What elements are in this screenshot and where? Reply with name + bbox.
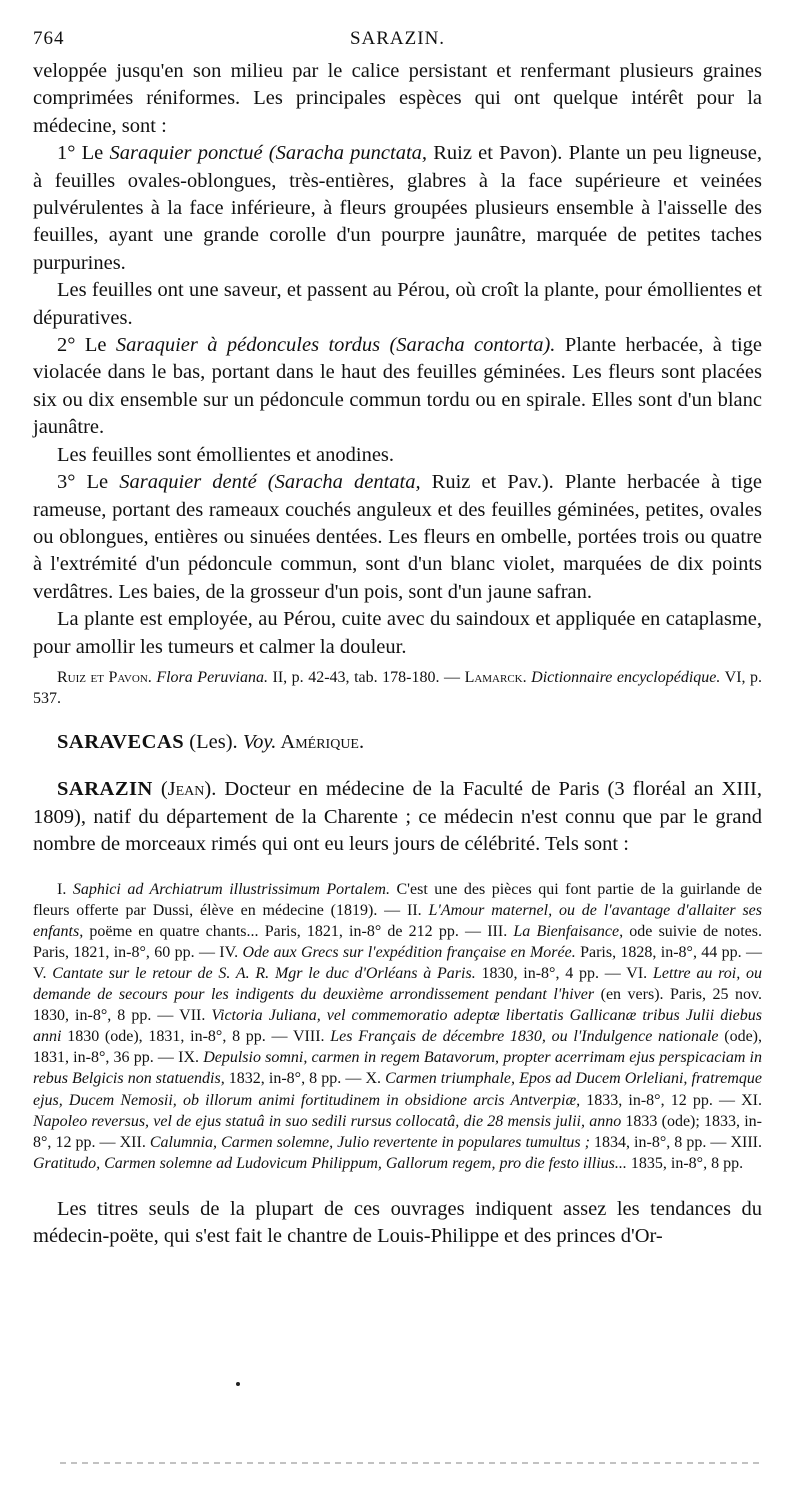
sarazin-closing-paragraph: Les titres seuls de la plupart de ces ouvrages indiquent assez les tendances du médecin-poëte, qui s'est fait le chantre de Louis-Philippe et des princes d'Or- (33, 1197, 762, 1248)
work-title: Napoleo reversus, vel de ejus statuâ in suo sedili rursus collocatâ, die 28 mensis julii, anno (33, 1112, 622, 1130)
work-details: poëme en quatre chants... Paris, 1821, in-8° de 212 pp. — (83, 922, 488, 940)
species-2 (33, 332, 762, 442)
work-details: 1833 (ode); 1833, in-8°, 12 pp. — (33, 1112, 762, 1151)
work-number: IV. (219, 943, 243, 961)
work-number: XIII. (730, 1133, 762, 1151)
ref-work-1: Flora Peruviana. (156, 668, 268, 686)
work-number: XI. (741, 1091, 763, 1109)
work-details: ode suivie de notes. Paris, 1821, in-8°, 60 pp. — (33, 922, 763, 961)
work-number: X. (365, 1070, 386, 1088)
species-1-description: Ruiz et Pavon). Plante un peu ligneuse, à feuilles ovales-oblongues, très-entières, glabres à la face supérieure et veinées pulvérulentes à la face inférieure, à fleurs groupées plusieurs ensemble à l'aisselle des feuilles, ayant une grande corolle d'un pourpre jaunâtre, marquée de petites taches purpurines. (33, 142, 762, 274)
saracha-references (33, 667, 762, 709)
work-details: 1835, in-8°, 8 pp. (626, 1154, 744, 1172)
page-number: 764 (33, 28, 65, 49)
work-number: II. (407, 901, 429, 919)
species-3-description: Ruiz et Pav.). Plante herbacée à tige rameuse, portant des rameaux couchés anguleux et des feuilles géminées, petites, ovales ou oblongues, entières ou sinuées dentées. Les fleurs en ombelle, portées trois ou quatre à l'extrémité d'un pédoncule commun, sont d'un blanc violet, marquées de dix points verdâtres. Les baies, de la grosseur d'un pois, sont d'un jaune safran. (33, 471, 762, 603)
work-title: Les Français de décembre 1830, ou l'Indulgence nationale (330, 1028, 719, 1046)
work-number: III. (487, 922, 514, 940)
work-title: Gratitudo, Carmen solemne ad Ludovicum Philippum, Gallorum regem, pro die festo illius... (33, 1154, 627, 1172)
work-number: I. (57, 880, 73, 898)
work-details: 1830 (ode), 1831, in-8°, 8 pp. — (61, 1028, 293, 1046)
saracha-intro: veloppée jusqu'en son milieu par le calice persistant et renfermant plusieurs graines comprimées réniformes. Les principales espèces qui ont quelque intérêt pour la médecine, sont : (33, 60, 762, 137)
ref-author-1: Ruiz et Pavon. (57, 668, 152, 686)
work-title: La Bienfaisance, (513, 922, 624, 940)
work-details: 1833, in-8°, 12 pp. — (580, 1091, 742, 1109)
work-details: C'est une des pièces qui font partie de la guirlande de fleurs offerte par Dussi, élève en médecine (1819). — (33, 880, 762, 919)
work-title: L'Amour maternel, ou de l'avantage d'allaiter ses enfants, (33, 901, 763, 940)
work-title: Carmen triumphale, Epos ad Ducem Orleliani, fratremque ejus, Ducem Nemosii, ob illorum animi fortitudinem in obsidione arcis Antverpiæ, (33, 1070, 763, 1109)
saravecas-voy: Voy. (242, 730, 277, 753)
work-details: (en vers). Paris, 25 nov. 1830, in-8°, 8 pp. — (33, 986, 763, 1025)
work-title: Calumnia, Carmen solemne, Julio revertente in populares tumultus ; (149, 1133, 590, 1151)
running-title: SARAZIN. (349, 28, 446, 49)
work-number: XII. (119, 1133, 150, 1151)
ref-work-2: Dictionnaire encyclopédique. (531, 668, 721, 686)
work-number: IX. (178, 1049, 204, 1067)
work-details: Paris, 1828, in-8°, 44 pp. — (575, 943, 763, 961)
ref-detail-2: VI, p. 537. (33, 668, 763, 707)
saravecas-headword: SARAVECAS (57, 730, 185, 753)
saravecas-cross-reference: Amérique. (276, 730, 365, 753)
species-2-description: Plante herbacée, à tige violacée dans le bas, portant dans le haut des feuilles géminées. Les fleurs sont placées six ou dix ensemble sur un pédoncule commun tordu ou en spirale. Elles sont d'un blanc jaunâtre. (33, 334, 762, 439)
saracha-entry-continued (33, 58, 762, 661)
work-title: Victoria Juliana, vel commemoratio adeptæ libertatis Gallicanæ tribus Julii diebus anni (33, 1007, 762, 1046)
species-2-name: Saraquier à pédoncules tordus (Saracha contorta). (115, 334, 556, 357)
species-2-use: Les feuilles sont émollientes et anodines. (57, 443, 395, 466)
species-3-use: La plante est employée, au Pérou, cuite avec du saindoux et appliquée en cataplasme, pour amollir les tumeurs et calmer la douleur. (33, 608, 762, 658)
saravecas-entry (33, 729, 762, 756)
species-3-number: 3° Le (57, 471, 120, 494)
work-title: Saphici ad Archiatrum illustrissimum Portalem. (72, 880, 390, 898)
ref-detail-1: II, p. 42-43, tab. 178-180. — (267, 668, 465, 686)
work-details: (ode), 1831, in-8°, 36 pp. — (33, 1028, 762, 1067)
sarazin-headword: SARAZIN (57, 778, 153, 801)
species-3 (33, 469, 762, 606)
running-head (33, 28, 762, 58)
sarazin-forename: (Jean). (152, 778, 225, 801)
work-title: Depulsio somni, carmen in regem Batavorum, propter acerrimam ejus perspicaciam in rebus Belgicis non statuendis, (33, 1049, 763, 1088)
work-number: V. (33, 964, 53, 982)
work-number: VI. (626, 964, 653, 982)
faded-bottom-line (60, 1462, 760, 1464)
species-1-name: Saraquier ponctué (Saracha punctata, (109, 142, 428, 165)
work-title: Cantate sur le retour de S. A. R. Mgr le duc d'Orléans à Paris. (52, 964, 476, 982)
sarazin-entry (33, 776, 762, 858)
ref-author-2: Lamarck. (464, 668, 527, 686)
species-2-number: 2° Le (57, 334, 116, 357)
species-1-use: Les feuilles ont une saveur, et passent au Pérou, où croît la plante, pour émollientes et dépuratives. (33, 279, 762, 329)
species-1 (33, 140, 762, 277)
work-title: Lettre au roi, ou demande de secours pour les indigents du deuxième arrondissement pendant l'hiver (33, 964, 763, 1004)
sarazin-biography: Docteur en médecine de la Faculté de Paris (3 floréal an XIII, 1809), natif du département de la Charente ; ce médecin n'est connu que par le grand nombre de morceaux rimés qui ont eu leurs jours de célébrité. Tels sont : (33, 778, 762, 856)
saravecas-paren: (Les). (184, 730, 243, 753)
work-details: 1830, in-8°, 4 pp. — (475, 964, 627, 982)
work-number: VIII. (292, 1028, 331, 1046)
work-details: 1832, in-8°, 8 pp. — (224, 1070, 366, 1088)
work-details: 1834, in-8°, 8 pp. — (589, 1133, 731, 1151)
species-1-number: 1° Le (57, 142, 110, 165)
sarazin-works-list (33, 879, 762, 1174)
species-3-name: Saraquier denté (Saracha dentata, (119, 471, 421, 494)
work-title: Ode aux Grecs sur l'expédition française en Morée. (242, 943, 576, 961)
print-speck (236, 1382, 240, 1386)
work-number: VII. (179, 1007, 212, 1025)
